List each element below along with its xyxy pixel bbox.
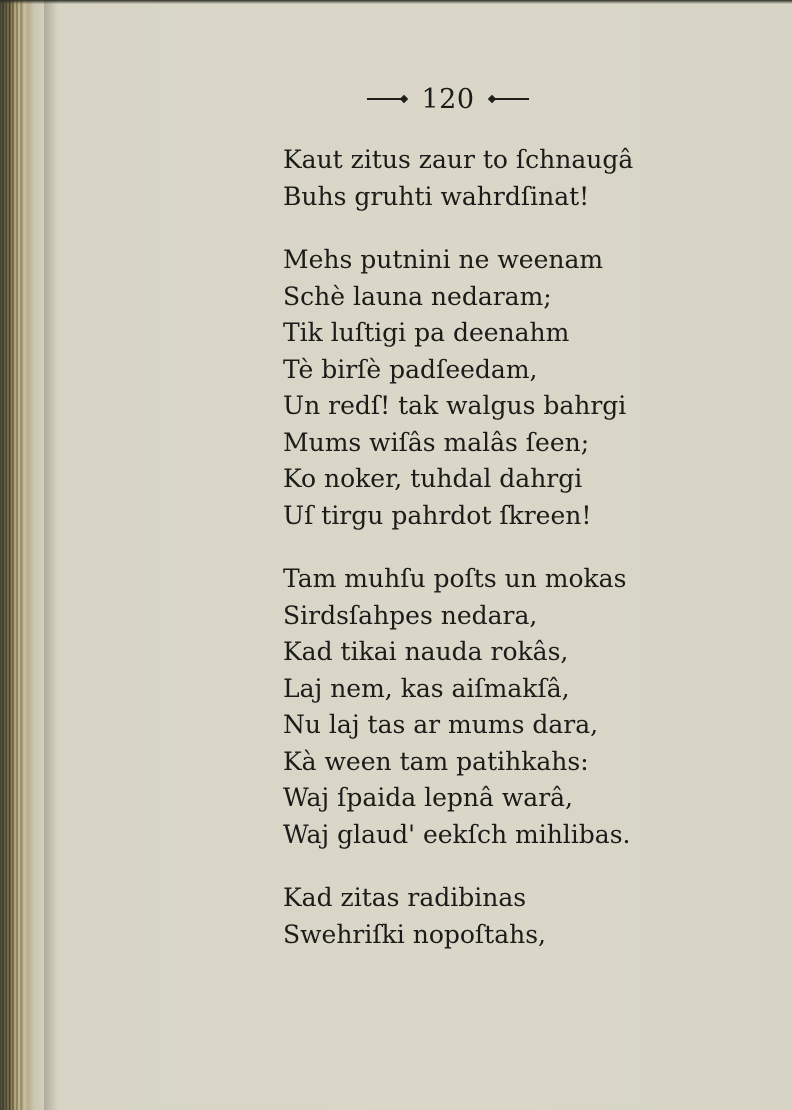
page-number: 120	[421, 83, 475, 115]
stanza	[283, 561, 703, 853]
gutter-shadow	[44, 0, 58, 1110]
verse-line: Kad zitas radibinas	[283, 883, 527, 912]
verse-line: Tam muhſu poſts un mokas	[283, 564, 627, 593]
poem-body	[283, 142, 703, 953]
verse-line: Sirdsſahpes nedara,	[283, 600, 538, 630]
verse-line: Kaut zitus zaur to ſchnaugâ	[283, 145, 634, 174]
page-top-edge	[0, 0, 792, 4]
verse-line: Laj nem, kas aiſmakſâ,	[283, 673, 570, 703]
right-ornament-icon	[489, 96, 529, 102]
book-spine	[0, 0, 44, 1110]
stanza-break	[283, 534, 703, 561]
verse-line: Mums wiſâs malâs ſeen;	[283, 427, 590, 457]
verse-line: Waj glaud' eekſch mihlibas.	[283, 819, 631, 849]
verse-line: Tik luſtigi pa deenahm	[283, 318, 570, 347]
verse-line: Mehs putnini ne weenam	[283, 245, 604, 274]
stanza-break	[283, 853, 703, 880]
verse-line: Waj ſpaida lepnâ warâ,	[283, 783, 573, 812]
left-ornament-icon	[367, 96, 407, 102]
verse-line: Nu laj tas ar mums dara,	[283, 710, 599, 739]
stanza-break	[283, 215, 703, 242]
verse-line: Buhs gruhti wahrdſinat!	[283, 181, 590, 211]
verse-line: Kad tikai nauda rokâs,	[283, 637, 569, 666]
verse-line: Tè birſè padſeedam,	[283, 354, 538, 384]
page-header	[356, 82, 540, 116]
stanza	[283, 880, 703, 953]
verse-line: Swehriſki nopoſtahs,	[283, 919, 547, 949]
verse-line: Uſ tirgu pahrdot ſkreen!	[283, 500, 592, 530]
verse-line: Un redſ! tak walgus bahrgi	[283, 391, 627, 420]
verse-line: Ko noker, tuhdal dahrgi	[283, 464, 583, 493]
stanza	[283, 242, 703, 534]
verse-line: Schè launa nedaram;	[283, 281, 552, 311]
verse-line: Kà ween tam patihkahs:	[283, 746, 589, 776]
stanza	[283, 142, 703, 215]
